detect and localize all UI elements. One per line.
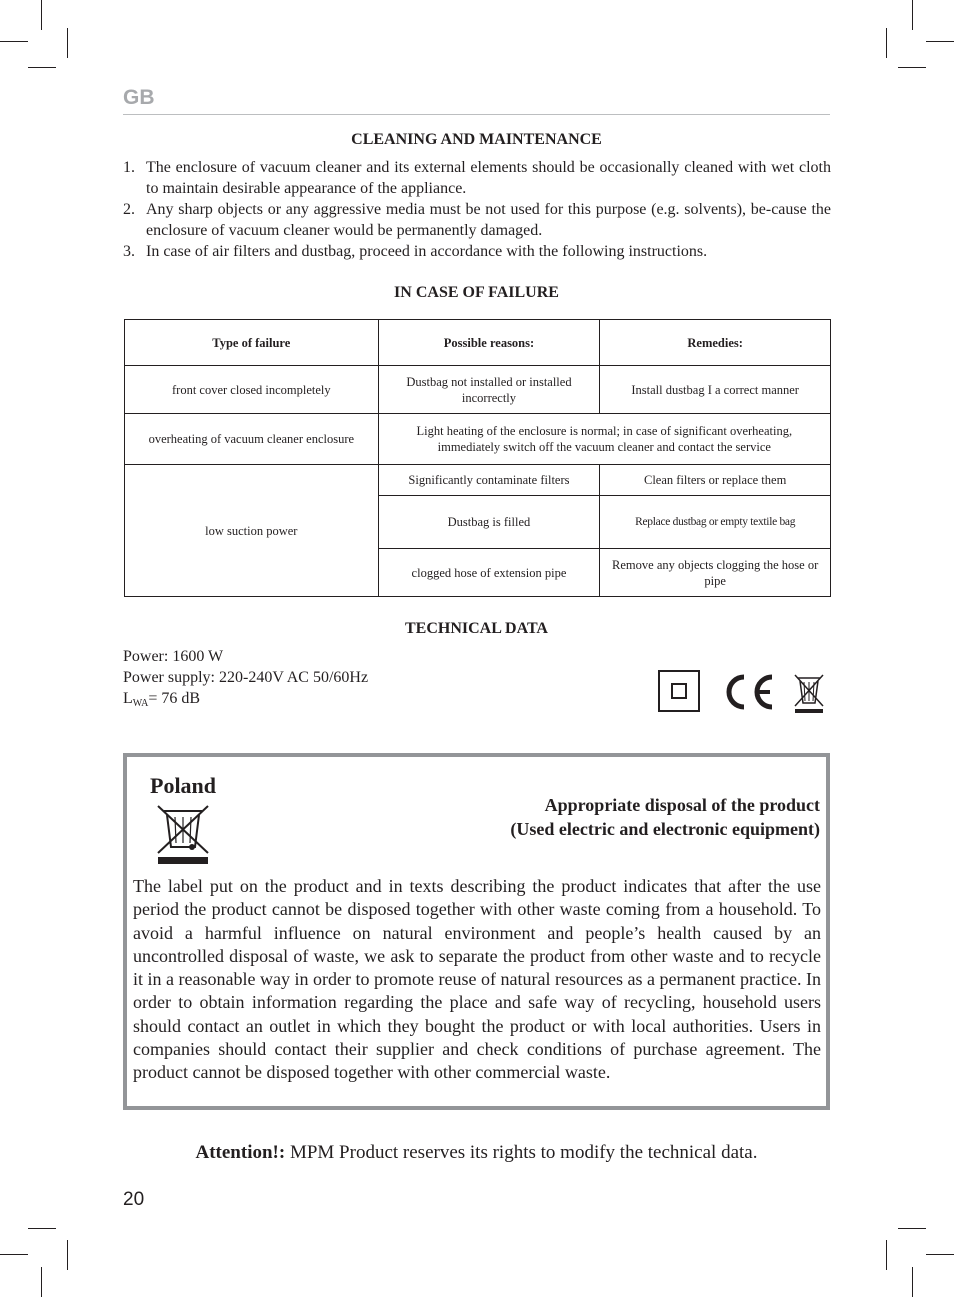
failure-remedy: Clean filters or replace them <box>600 465 831 496</box>
failure-type: low suction power <box>125 465 379 597</box>
failure-remedy: Replace dustbag or empty textile bag <box>600 496 831 549</box>
failure-reason: Dustbag is filled <box>378 496 600 549</box>
attention-label: Attention!: <box>195 1142 286 1163</box>
failure-reason: Dustbag not installed or installed incorrectly <box>378 366 600 414</box>
list-text: In case of air filters and dustbag, proceed in accordance with the following instructions. <box>146 243 708 260</box>
list-number: 3. <box>123 243 135 260</box>
power-supply: Power supply: 220-240V AC 50/60Hz <box>123 669 369 686</box>
column-header: Type of failure <box>125 320 379 366</box>
failure-type: overheating of vacuum cleaner enclosure <box>125 414 379 465</box>
crop-mark <box>67 28 68 58</box>
crop-mark <box>926 41 954 42</box>
crop-mark <box>886 28 887 58</box>
table-row <box>125 414 831 465</box>
crop-mark <box>28 1228 56 1229</box>
column-header: Remedies: <box>600 320 831 366</box>
lwa-symbol: L <box>123 690 133 707</box>
technical-heading: TECHNICAL DATA <box>405 620 548 637</box>
list-number: 2. <box>123 201 135 218</box>
page-number: 20 <box>123 1189 145 1210</box>
sound-power-level <box>123 688 368 714</box>
ce-mark-icon <box>720 672 776 712</box>
list-item <box>123 157 831 199</box>
failure-reason: Significantly contaminate filters <box>378 465 600 496</box>
table-row <box>125 465 831 496</box>
failure-merged-cell: Light heating of the enclosure is normal; in case of significant overheating, immediately switch off the vacuum cleaner and contact the service <box>378 414 830 465</box>
failure-remedy: Remove any objects clogging the hose or pipe <box>600 549 831 597</box>
list-item <box>123 199 831 241</box>
failure-heading: IN CASE OF FAILURE <box>394 284 559 301</box>
country-title: Poland <box>150 773 217 798</box>
crop-mark <box>898 1228 926 1229</box>
class-ii-icon <box>658 670 700 712</box>
list-text: The enclosure of vacuum cleaner and its external elements should be occasionally cleaned with wet cloth to maintain desirable appearance of the appliance. <box>146 159 831 197</box>
lwa-value: = 76 dB <box>148 690 201 707</box>
disposal-box <box>123 753 830 1110</box>
crop-mark <box>0 1254 28 1255</box>
disposal-text: The label put on the product and in texts describing the product indicates that after the use period the product cannot be disposed together with other waste coming from a household. To avoid a harmful influence on natural environment and people’s health caused by an uncontrolled disposal of waste, we ask to separate the product from other waste and to recycle it in a reasonable way in order to promote reuse of natural resources as a permanent practice. In order to obtain information regarding the place and safe way of recycling, household users should contact an outlet in which they bought the product or with local authorities. Users in companies should contact their supplier and check conditions of purchase agreement. The product cannot be disposed together with other commercial waste. <box>133 876 821 1083</box>
header-divider <box>123 114 830 115</box>
table-header-row <box>125 320 831 366</box>
weee-bin-icon <box>154 803 212 867</box>
crop-mark <box>67 1240 68 1270</box>
failure-table <box>124 319 831 597</box>
crop-mark <box>41 1267 42 1297</box>
list-number: 1. <box>123 159 135 176</box>
crop-mark <box>41 0 42 30</box>
crop-mark <box>912 1267 913 1297</box>
weee-bin-icon <box>792 672 826 714</box>
cleaning-steps <box>123 157 831 262</box>
disposal-heading-line: Appropriate disposal of the product <box>544 795 820 815</box>
crop-mark <box>886 1240 887 1270</box>
list-text: Any sharp objects or any aggressive media must be not used for this purpose (e.g. solvents), be-cause the enclosure of vacuum cleaner would be permanently damaged. <box>146 201 831 239</box>
failure-remedy: Install dustbag I a correct manner <box>600 366 831 414</box>
list-item <box>123 241 831 262</box>
table-row <box>125 366 831 414</box>
failure-type: front cover closed incompletely <box>125 366 379 414</box>
column-header: Possible reasons: <box>378 320 600 366</box>
crop-mark <box>28 67 56 68</box>
failure-reason: clogged hose of extension pipe <box>378 549 600 597</box>
crop-mark <box>912 0 913 30</box>
cleaning-heading: CLEANING AND MAINTENANCE <box>351 131 602 148</box>
disposal-heading <box>510 793 820 841</box>
technical-data <box>123 646 368 714</box>
power-rating: Power: 1600 W <box>123 648 224 665</box>
crop-mark <box>926 1254 954 1255</box>
language-code: GB <box>123 86 155 109</box>
attention-text: MPM Product reserves its rights to modify the technical data. <box>285 1142 758 1163</box>
lwa-subscript: WA <box>132 698 149 709</box>
crop-mark <box>0 41 28 42</box>
attention-note <box>123 1142 830 1164</box>
crop-mark <box>898 67 926 68</box>
disposal-heading-line: (Used electric and electronic equipment) <box>510 819 820 839</box>
